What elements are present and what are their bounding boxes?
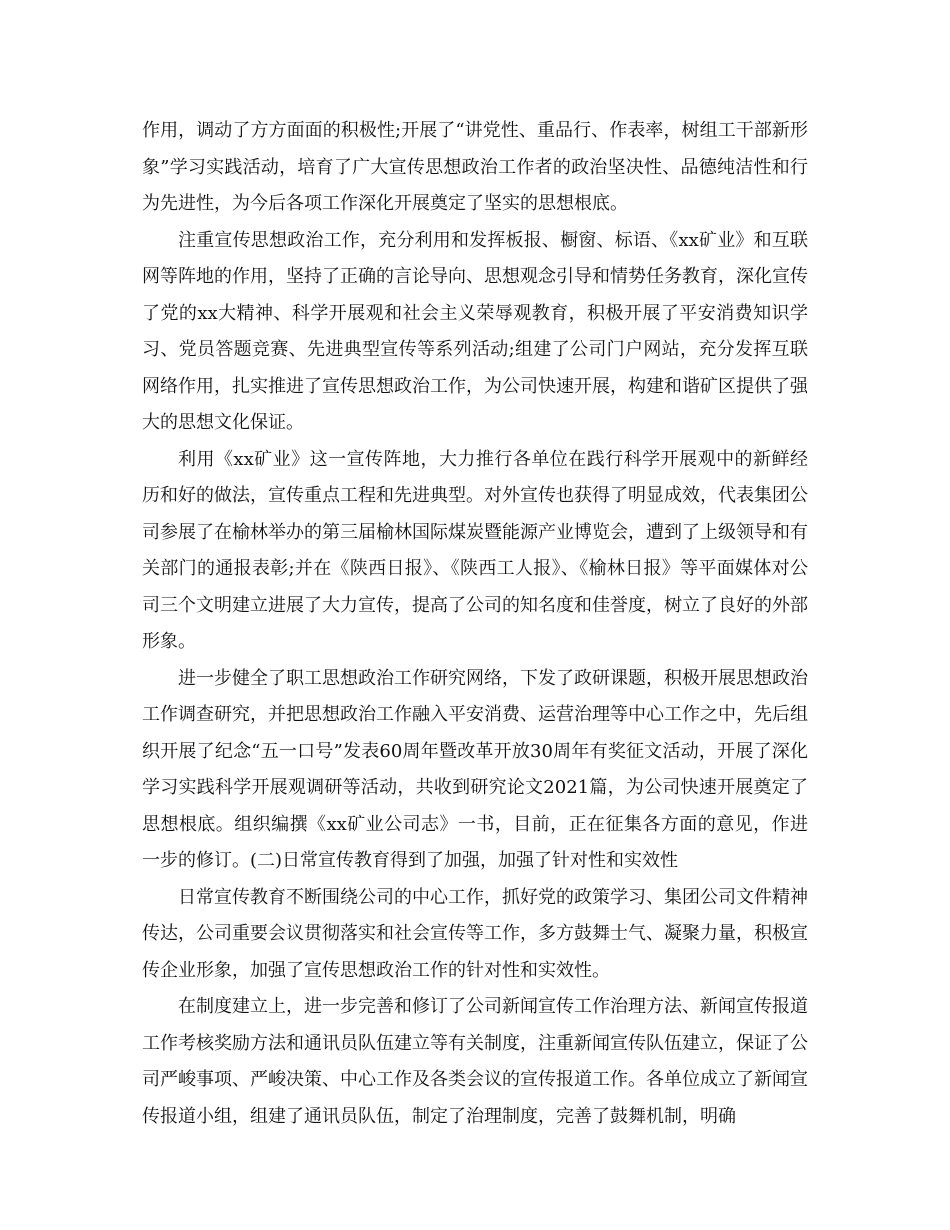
paragraph: 进一步健全了职工思想政治工作研究网络，下发了政研课题，积极开展思想政治工作调查研究，并把思想政治工作融入平安消费、运营治理等中心工作之中，先后组织开展了纪念“五一口号”发表60周年暨改革开放30周年有奖征文活动，开展了深化学习实践科学开展观调研等活动，共收到研究论文2021篇，为公司快速开展奠定了思想根底。组织编撰《xx矿业公司志》一书，目前，正在征集各方面的意见，作进一步的修订。(二)日常宣传教育得到了加强，加强了针对性和实效性 <box>142 667 808 871</box>
paragraph: 作用，调动了方方面面的积极性;开展了“讲党性、重品行、作表率，树组工干部新形象”学习实践活动，培育了广大宣传思想政治工作者的政治坚决性、品德纯洁性和行为先进性，为今后各项工作深化开展奠定了坚实的思想根底。 <box>142 120 808 214</box>
paragraph: 利用《xx矿业》这一宣传阵地，大力推行各单位在践行科学开展观中的新鲜经历和好的做法，宣传重点工程和先进典型。对外宣传也获得了明显成效，代表集团公司参展了在榆林举办的第三届榆林国际煤炭暨能源产业博览会，遭到了上级领导和有关部门的通报表彰;并在《陕西日报》、《陕西工人报》、《榆林日报》等平面媒体对公司三个文明建立进展了大力宣传，提高了公司的知名度和佳誉度，树立了良好的外部形象。 <box>142 448 808 652</box>
paragraph: 在制度建立上，进一步完善和修订了公司新闻宣传工作治理方法、新闻宣传报道工作考核奖励方法和通讯员队伍建立等有关制度，注重新闻宣传队伍建立，保证了公司严峻事项、严峻决策、中心工作及各类会议的宣传报道工作。各单位成立了新闻宣传报道小组，组建了通讯员队伍，制定了治理制度，完善了鼓舞机制，明确 <box>142 996 808 1127</box>
paragraph: 日常宣传教育不断围绕公司的中心工作，抓好党的政策学习、集团公司文件精神传达，公司重要会议贯彻落实和社会宣传等工作，多方鼓舞士气、凝聚力量，积极宣传企业形象，加强了宣传思想政治工作的针对性和实效性。 <box>142 886 808 981</box>
document-body <box>142 113 808 1135</box>
paragraph: 注重宣传思想政治工作，充分利用和发挥板报、橱窗、标语、《xx矿业》和互联网等阵地的作用，坚持了正确的言论导向、思想观念引导和情势任务教育，深化宣传了党的xx大精神、科学开展观和社会主义荣辱观教育，积极开展了平安消费知识学习、党员答题竞赛、先进典型宣传等系列活动;组建了公司门户网站，充分发挥互联网络作用，扎实推进了宣传思想政治工作，为公司快速开展，构建和谐矿区提供了强大的思想文化保证。 <box>142 229 808 433</box>
